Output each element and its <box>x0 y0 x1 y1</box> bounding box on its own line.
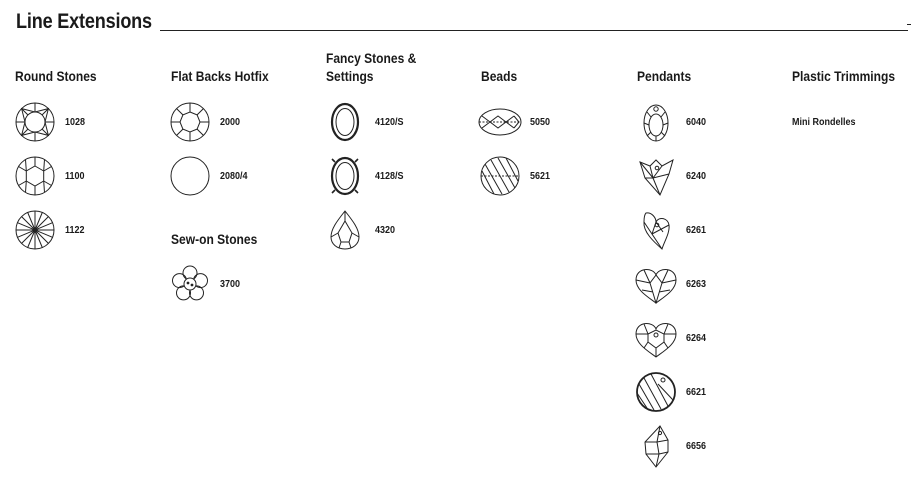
flat-back-2000-item <box>168 100 242 144</box>
round-stone-1100-icon <box>13 154 57 198</box>
round-stone-1028-item <box>13 100 87 144</box>
code-label: 6261 <box>686 224 707 236</box>
round-stone-1122-icon <box>13 208 57 252</box>
fancy-stones-heading-line1: Fancy Stones & <box>326 50 417 66</box>
flat-back-2080-4-item <box>168 154 251 198</box>
oval-setting-4120s-item <box>323 100 407 144</box>
code-label: 1122 <box>65 224 85 236</box>
round-stone-1100-item <box>13 154 87 198</box>
disc-pendant-6621-icon <box>634 370 678 414</box>
code-label: 3700 <box>220 278 241 290</box>
disc-bead-5621-item <box>478 154 552 198</box>
code-label: 4320 <box>375 224 396 236</box>
pear-stone-4320-item <box>323 208 397 252</box>
round-stone-1122-item <box>13 208 87 252</box>
disc-pendant-6621-item <box>634 370 708 414</box>
code-label: 5621 <box>530 170 551 182</box>
sew-on-stones-heading: Sew-on Stones <box>171 231 258 247</box>
heart-pendant-6261-icon <box>634 208 678 252</box>
oval-bead-5050-item <box>478 100 552 144</box>
heart-pendant-6263-item <box>634 262 708 306</box>
fancy-stones-heading <box>326 49 416 85</box>
leaf-pendant-6656-icon <box>634 424 678 468</box>
code-label: 6240 <box>686 170 707 182</box>
round-stones-heading: Round Stones <box>15 68 97 84</box>
heart-pendant-6240-icon <box>634 154 678 198</box>
round-stone-1028-icon <box>13 100 57 144</box>
code-label: 6040 <box>686 116 707 128</box>
oval-pendant-6040-item <box>634 100 708 144</box>
title-rule <box>160 30 908 31</box>
code-label: Mini Rondelles <box>792 116 856 128</box>
heart-pendant-6264-icon <box>634 316 678 360</box>
page-title: Line Extensions <box>16 10 152 33</box>
code-label: 6264 <box>686 332 707 344</box>
disc-bead-5621-icon <box>478 154 522 198</box>
code-label: 6621 <box>686 386 707 398</box>
edge-mark <box>907 24 911 25</box>
pear-stone-4320-icon <box>323 208 367 252</box>
code-label: 1028 <box>65 116 86 128</box>
sew-on-3700-item <box>168 262 242 306</box>
oval-pendant-6040-icon <box>634 100 678 144</box>
beads-heading: Beads <box>481 68 518 84</box>
code-label: 6656 <box>686 440 707 452</box>
pendants-heading: Pendants <box>637 68 692 84</box>
code-label: 4128/S <box>375 170 404 182</box>
code-label: 6263 <box>686 278 707 290</box>
plastic-trimmings-heading: Plastic Trimmings <box>792 68 896 84</box>
mini-rondelles-item <box>792 100 863 144</box>
code-label: 4120/S <box>375 116 404 128</box>
heart-pendant-6263-icon <box>634 262 678 306</box>
oval-setting-4128s-icon <box>323 154 367 198</box>
oval-bead-5050-icon <box>478 100 522 144</box>
oval-setting-4128s-item <box>323 154 407 198</box>
flat-back-2000-icon <box>168 100 212 144</box>
flat-back-2080-4-icon <box>168 154 212 198</box>
code-label: 5050 <box>530 116 551 128</box>
heart-pendant-6264-item <box>634 316 708 360</box>
code-label: 1100 <box>65 170 85 182</box>
oval-setting-4120s-icon <box>323 100 367 144</box>
code-label: 2080/4 <box>220 170 248 182</box>
fancy-stones-heading-line2: Settings <box>326 68 374 84</box>
code-label: 2000 <box>220 116 241 128</box>
leaf-pendant-6656-item <box>634 424 708 468</box>
heart-pendant-6240-item <box>634 154 708 198</box>
sew-on-flower-3700-icon <box>168 262 212 306</box>
heart-pendant-6261-item <box>634 208 708 252</box>
flat-backs-hotfix-heading: Flat Backs Hotfix <box>171 68 269 84</box>
